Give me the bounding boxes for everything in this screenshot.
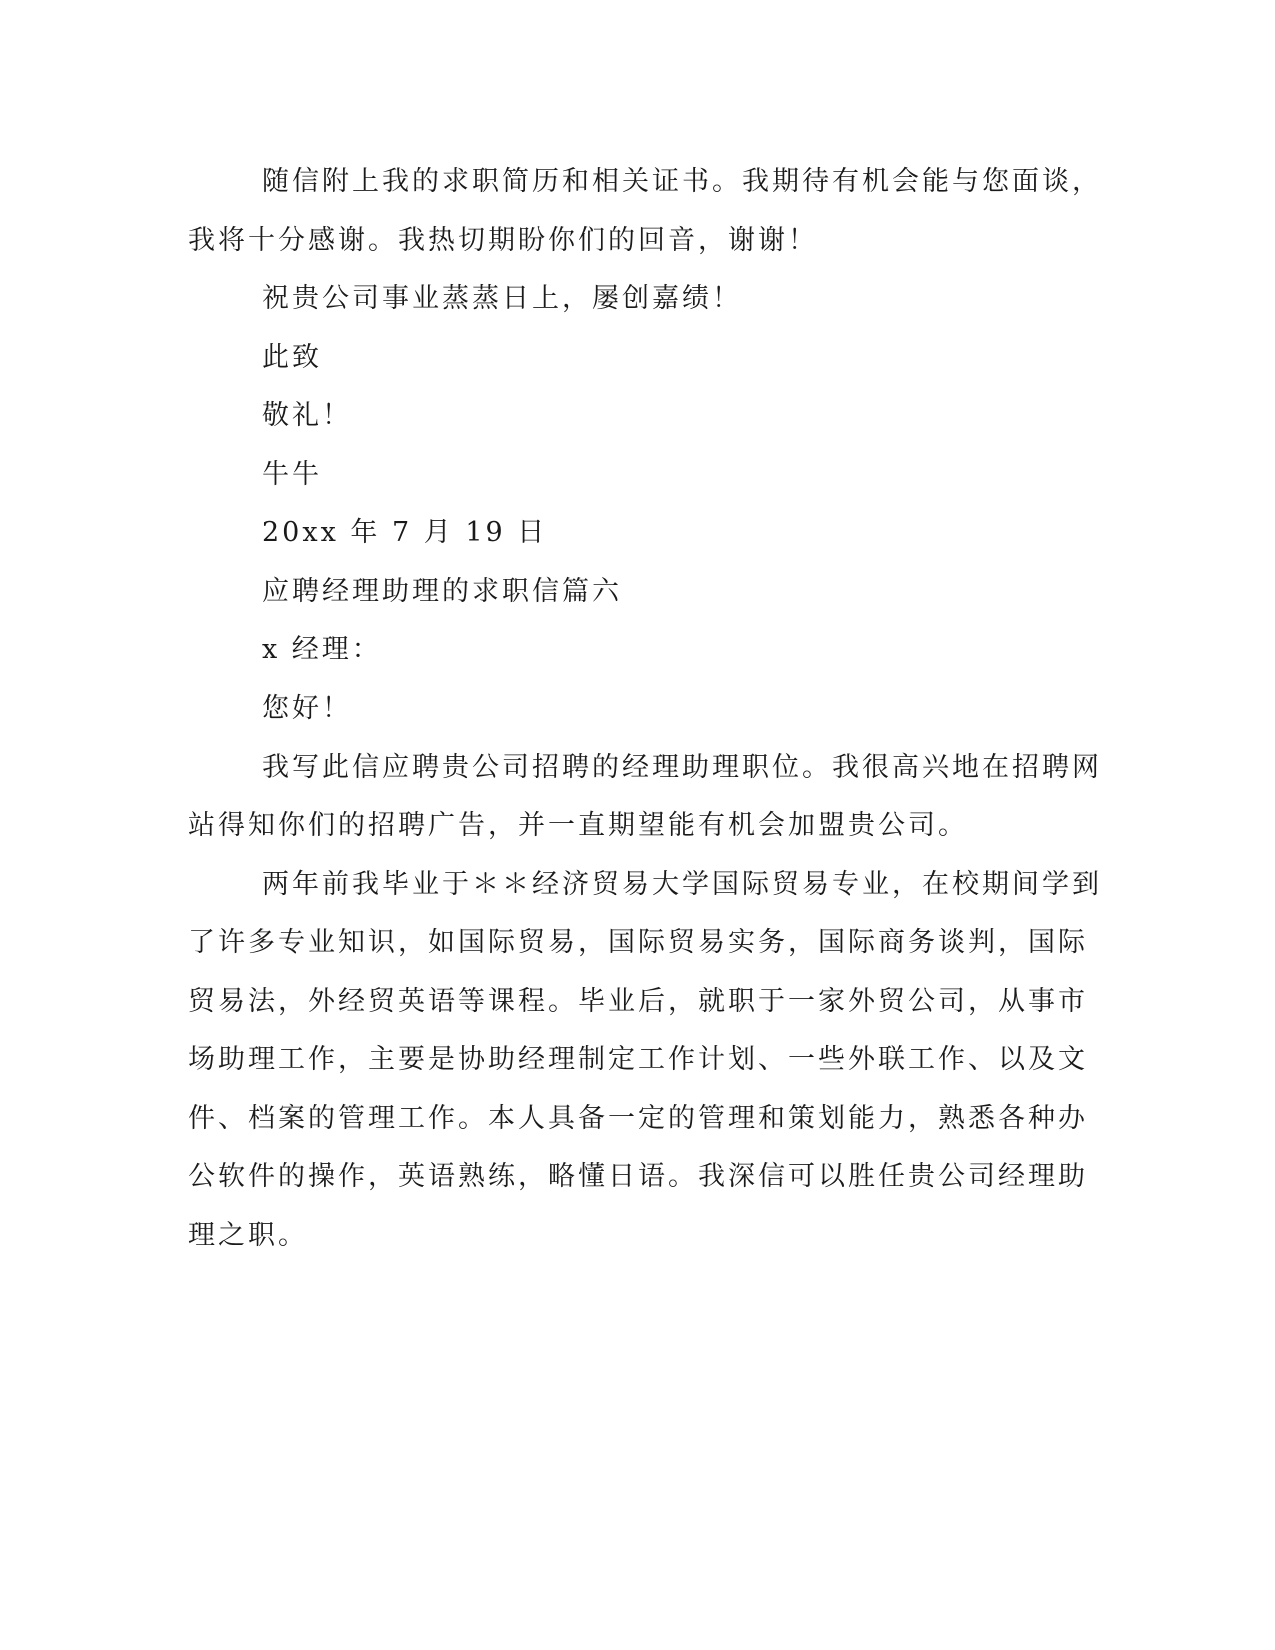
greeting-line: 您好！ bbox=[262, 693, 352, 724]
paragraph-line: 了许多专业知识，如国际贸易，国际贸易实务，国际商务谈判，国际 bbox=[188, 927, 1088, 958]
paragraph-line: 件、档案的管理工作。本人具备一定的管理和策划能力，熟悉各种办 bbox=[188, 1103, 1088, 1134]
paragraph-line: 站得知你们的招聘广告，并一直期望能有机会加盟贵公司。 bbox=[188, 810, 968, 841]
closing-salutation: 敬礼！ bbox=[262, 400, 352, 431]
letter-date: 20xx 年 7 月 19 日 bbox=[262, 517, 548, 548]
paragraph-line: 我写此信应聘贵公司招聘的经理助理职位。我很高兴地在招聘网 bbox=[262, 752, 1102, 783]
paragraph-line: 场助理工作，主要是协助经理制定工作计划、一些外联工作、以及文 bbox=[188, 1044, 1088, 1075]
paragraph-line: 公软件的操作，英语熟练，略懂日语。我深信可以胜任贵公司经理助 bbox=[188, 1161, 1088, 1192]
closing-line: 此致 bbox=[262, 342, 322, 373]
section-title: 应聘经理助理的求职信篇六 bbox=[262, 576, 622, 607]
paragraph-line: 理之职。 bbox=[188, 1220, 308, 1251]
signature-name: 牛牛 bbox=[262, 459, 322, 490]
paragraph-line: 我将十分感谢。我热切期盼你们的回音，谢谢！ bbox=[188, 225, 818, 256]
paragraph-line: 两年前我毕业于＊＊经济贸易大学国际贸易专业，在校期间学到 bbox=[262, 869, 1102, 900]
recipient-greeting: x 经理： bbox=[262, 634, 382, 665]
paragraph-line: 随信附上我的求职简历和相关证书。我期待有机会能与您面谈， bbox=[262, 166, 1102, 197]
paragraph-line: 贸易法，外经贸英语等课程。毕业后，就职于一家外贸公司，从事市 bbox=[188, 986, 1088, 1017]
paragraph-line: 祝贵公司事业蒸蒸日上，屡创嘉绩！ bbox=[262, 283, 742, 314]
